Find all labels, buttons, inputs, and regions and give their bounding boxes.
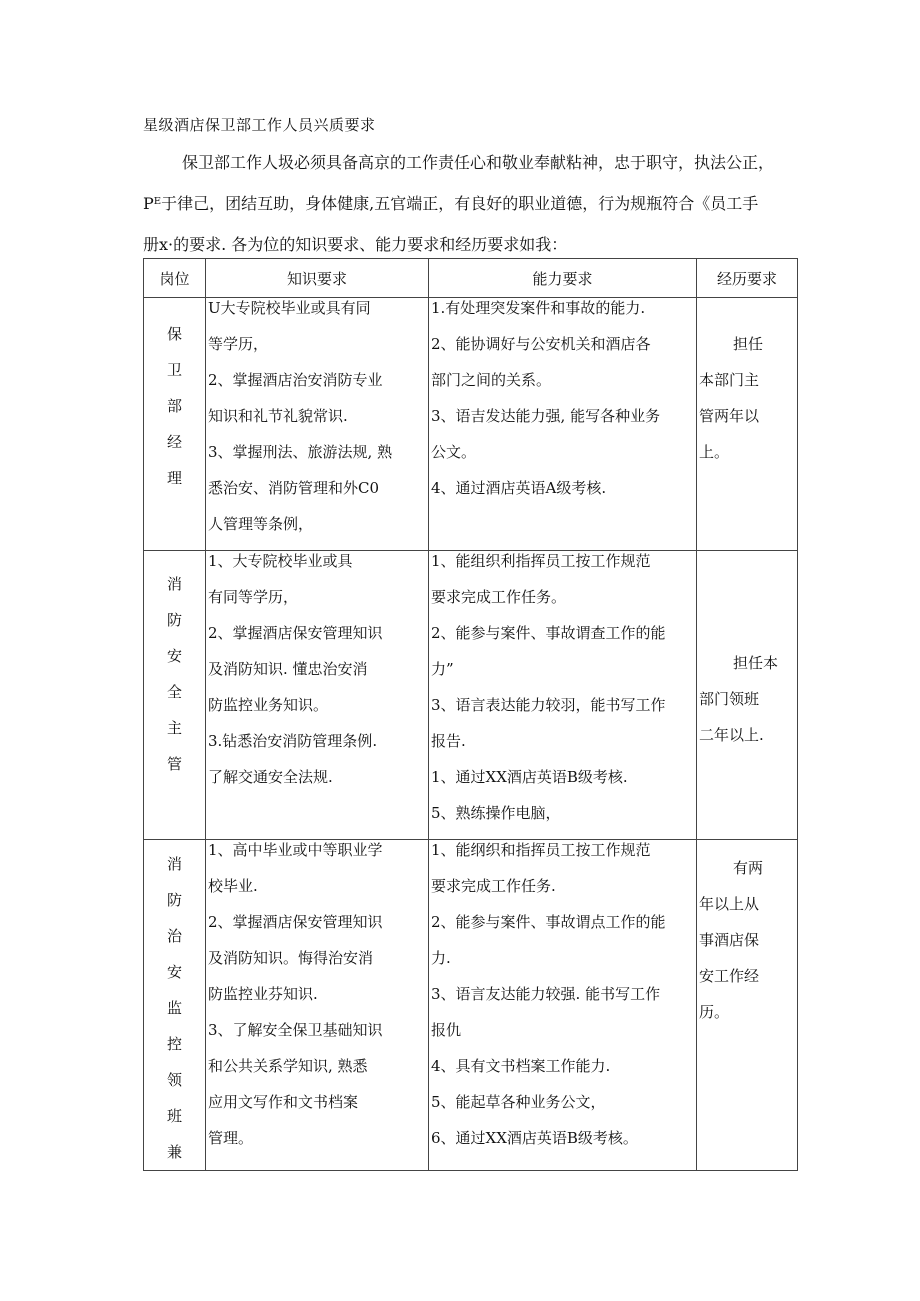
post-char: 管 (166, 755, 182, 773)
experience-line: 担任 (733, 335, 764, 353)
post-cell (144, 298, 206, 551)
ability-cell (429, 840, 697, 1171)
post-char: 控 (166, 1035, 182, 1053)
intro-line: 册x·的要求. 各为位的知识要求、能力要求和经历要求如我： (143, 235, 568, 254)
ability-line: 部门之间的关系。 (431, 371, 552, 389)
ability-line: 3、语言表达能力较羽，能书写工作 (431, 696, 666, 714)
post-cell (144, 551, 206, 840)
table-row (144, 298, 798, 551)
post-char: 班 (166, 1107, 182, 1125)
experience-cell (697, 840, 798, 1171)
experience-line: 历。 (699, 1003, 730, 1021)
post-char: 经 (166, 433, 182, 451)
intro-line: 保卫部工作人圾必须具备高京的工作责任心和敬业奉献粘神，忠于职守，执法公正， (182, 153, 775, 172)
intro-line: Pᴱ于律己，团结互助，身体健康,五官端正，有良好的职业道德，行为规瓶符合《员工手 (143, 194, 759, 213)
knowledge-line: 3、了解安全保卫基础知识 (208, 1021, 383, 1039)
table-row (144, 840, 798, 1171)
ability-line: 报仇 (431, 1021, 462, 1039)
post-char: 消 (166, 855, 182, 873)
experience-line: 担任本 (733, 654, 779, 672)
knowledge-line: 悉治安、消防管理和外C0 (208, 479, 380, 497)
ability-line: 公文。 (431, 443, 477, 461)
post-char: 监 (166, 999, 182, 1017)
post-char: 防 (166, 611, 182, 629)
knowledge-line: 及消防知识. 懂忠治安消 (208, 660, 368, 678)
intro-paragraph (143, 148, 775, 271)
experience-cell (697, 551, 798, 840)
post-char: 兼 (166, 1143, 182, 1161)
ability-cell (429, 298, 697, 551)
knowledge-line: 校毕业. (208, 877, 258, 895)
ability-line: 5、熟练操作电脑， (431, 804, 561, 822)
post-char: 治 (166, 927, 182, 945)
header-experience: 经历要求 (697, 259, 798, 298)
table-row (144, 551, 798, 840)
experience-cell (697, 298, 798, 551)
knowledge-line: 2、掌握酒店保安管理知识 (208, 624, 383, 642)
ability-line: 2、能参与案件、事故谓查工作的能 (431, 624, 666, 642)
ability-line: 力” (431, 660, 454, 678)
ability-line: 1、能纲织和指挥员工按工作规范 (431, 841, 651, 859)
post-char: 全 (166, 683, 182, 701)
header-post: 岗位 (144, 259, 206, 298)
requirements-table (143, 258, 798, 1171)
header-ability: 能力要求 (429, 259, 697, 298)
experience-line: 本部门主 (699, 371, 760, 389)
knowledge-line: 1、高中毕业或中等职业学 (208, 841, 383, 859)
knowledge-line: 了解交通安全法规. (208, 768, 333, 786)
ability-cell (429, 551, 697, 840)
post-char: 消 (166, 575, 182, 593)
experience-line: 部门领班 (699, 690, 760, 708)
knowledge-line: U大专院校毕业或具有同 (208, 299, 371, 317)
ability-line: 报告. (431, 732, 466, 750)
knowledge-cell (206, 840, 429, 1171)
post-char: 主 (166, 719, 182, 737)
post-char: 防 (166, 891, 182, 909)
post-cell (144, 840, 206, 1171)
ability-line: 1、能组织利指挥员工按工作规范 (431, 552, 651, 570)
post-char: 安 (166, 647, 182, 665)
post-char: 卫 (166, 361, 182, 379)
ability-line: 4、具有文书档案工作能力. (431, 1057, 611, 1075)
knowledge-line: 1、大专院校毕业或具 (208, 552, 353, 570)
post-char: 领 (166, 1071, 182, 1089)
ability-line: 3、语吉发达能力强, 能写各种业务 (431, 407, 661, 425)
experience-line: 有两 (733, 859, 764, 877)
ability-line: 2、能协调好与公安机关和酒店各 (431, 335, 651, 353)
experience-line: 年以上从 (699, 895, 760, 913)
experience-line: 上。 (699, 443, 730, 461)
post-char: 保 (166, 325, 182, 343)
knowledge-cell (206, 551, 429, 840)
knowledge-line: 应用文写作和文书档案 (208, 1093, 359, 1111)
post-char: 安 (166, 963, 182, 981)
knowledge-line: 知识和礼节礼貌常识. (208, 407, 348, 425)
ability-line: 5、能起草各种业务公文， (431, 1093, 606, 1111)
knowledge-line: 有同等学历， (208, 588, 299, 606)
ability-line: 要求完成工作任务. (431, 877, 556, 895)
knowledge-line: 防监控业芬知识. (208, 985, 318, 1003)
ability-line: 6、通过XX酒店英语B级考核。 (431, 1129, 638, 1147)
ability-line: 1.有处理突发案件和事故的能力. (431, 299, 646, 317)
experience-line: 安工作经 (699, 967, 760, 985)
knowledge-line: 管理。 (208, 1129, 254, 1147)
knowledge-line: 2、掌握酒店保安管理知识 (208, 913, 383, 931)
experience-line: 二年以上. (699, 726, 764, 744)
knowledge-line: 防监控业务知识。 (208, 696, 329, 714)
header-knowledge: 知识要求 (206, 259, 429, 298)
ability-line: 3、语言友达能力较强. 能书写工作 (431, 985, 661, 1003)
knowledge-line: 2、掌握酒店治安消防专业 (208, 371, 383, 389)
post-char: 部 (166, 397, 182, 415)
knowledge-line: 人管理等条例， (208, 515, 314, 533)
knowledge-line: 及消防知识。悔得治安消 (208, 949, 374, 967)
ability-line: 4、通过酒店英语A级考核. (431, 479, 607, 497)
ability-line: 1、通过XX酒店英语B级考核. (431, 768, 628, 786)
experience-line: 事酒店保 (699, 931, 760, 949)
knowledge-line: 和公共关系学知识, 熟悉 (208, 1057, 368, 1075)
ability-line: 2、能参与案件、事故谓点工作的能 (431, 913, 666, 931)
page-title: 星级酒店保卫部工作人员兴质要求 (143, 116, 376, 134)
knowledge-line: 3、掌握刑法、旅游法规, 熟 (208, 443, 393, 461)
knowledge-cell (206, 298, 429, 551)
knowledge-line: 等学历， (208, 335, 269, 353)
post-char: 理 (166, 469, 182, 487)
knowledge-line: 3.钻悉治安消防管理条例. (208, 732, 378, 750)
ability-line: 力. (431, 949, 451, 967)
experience-line: 管两年以 (699, 407, 760, 425)
table-header-row (144, 259, 798, 298)
ability-line: 要求完成工作任务。 (431, 588, 567, 606)
